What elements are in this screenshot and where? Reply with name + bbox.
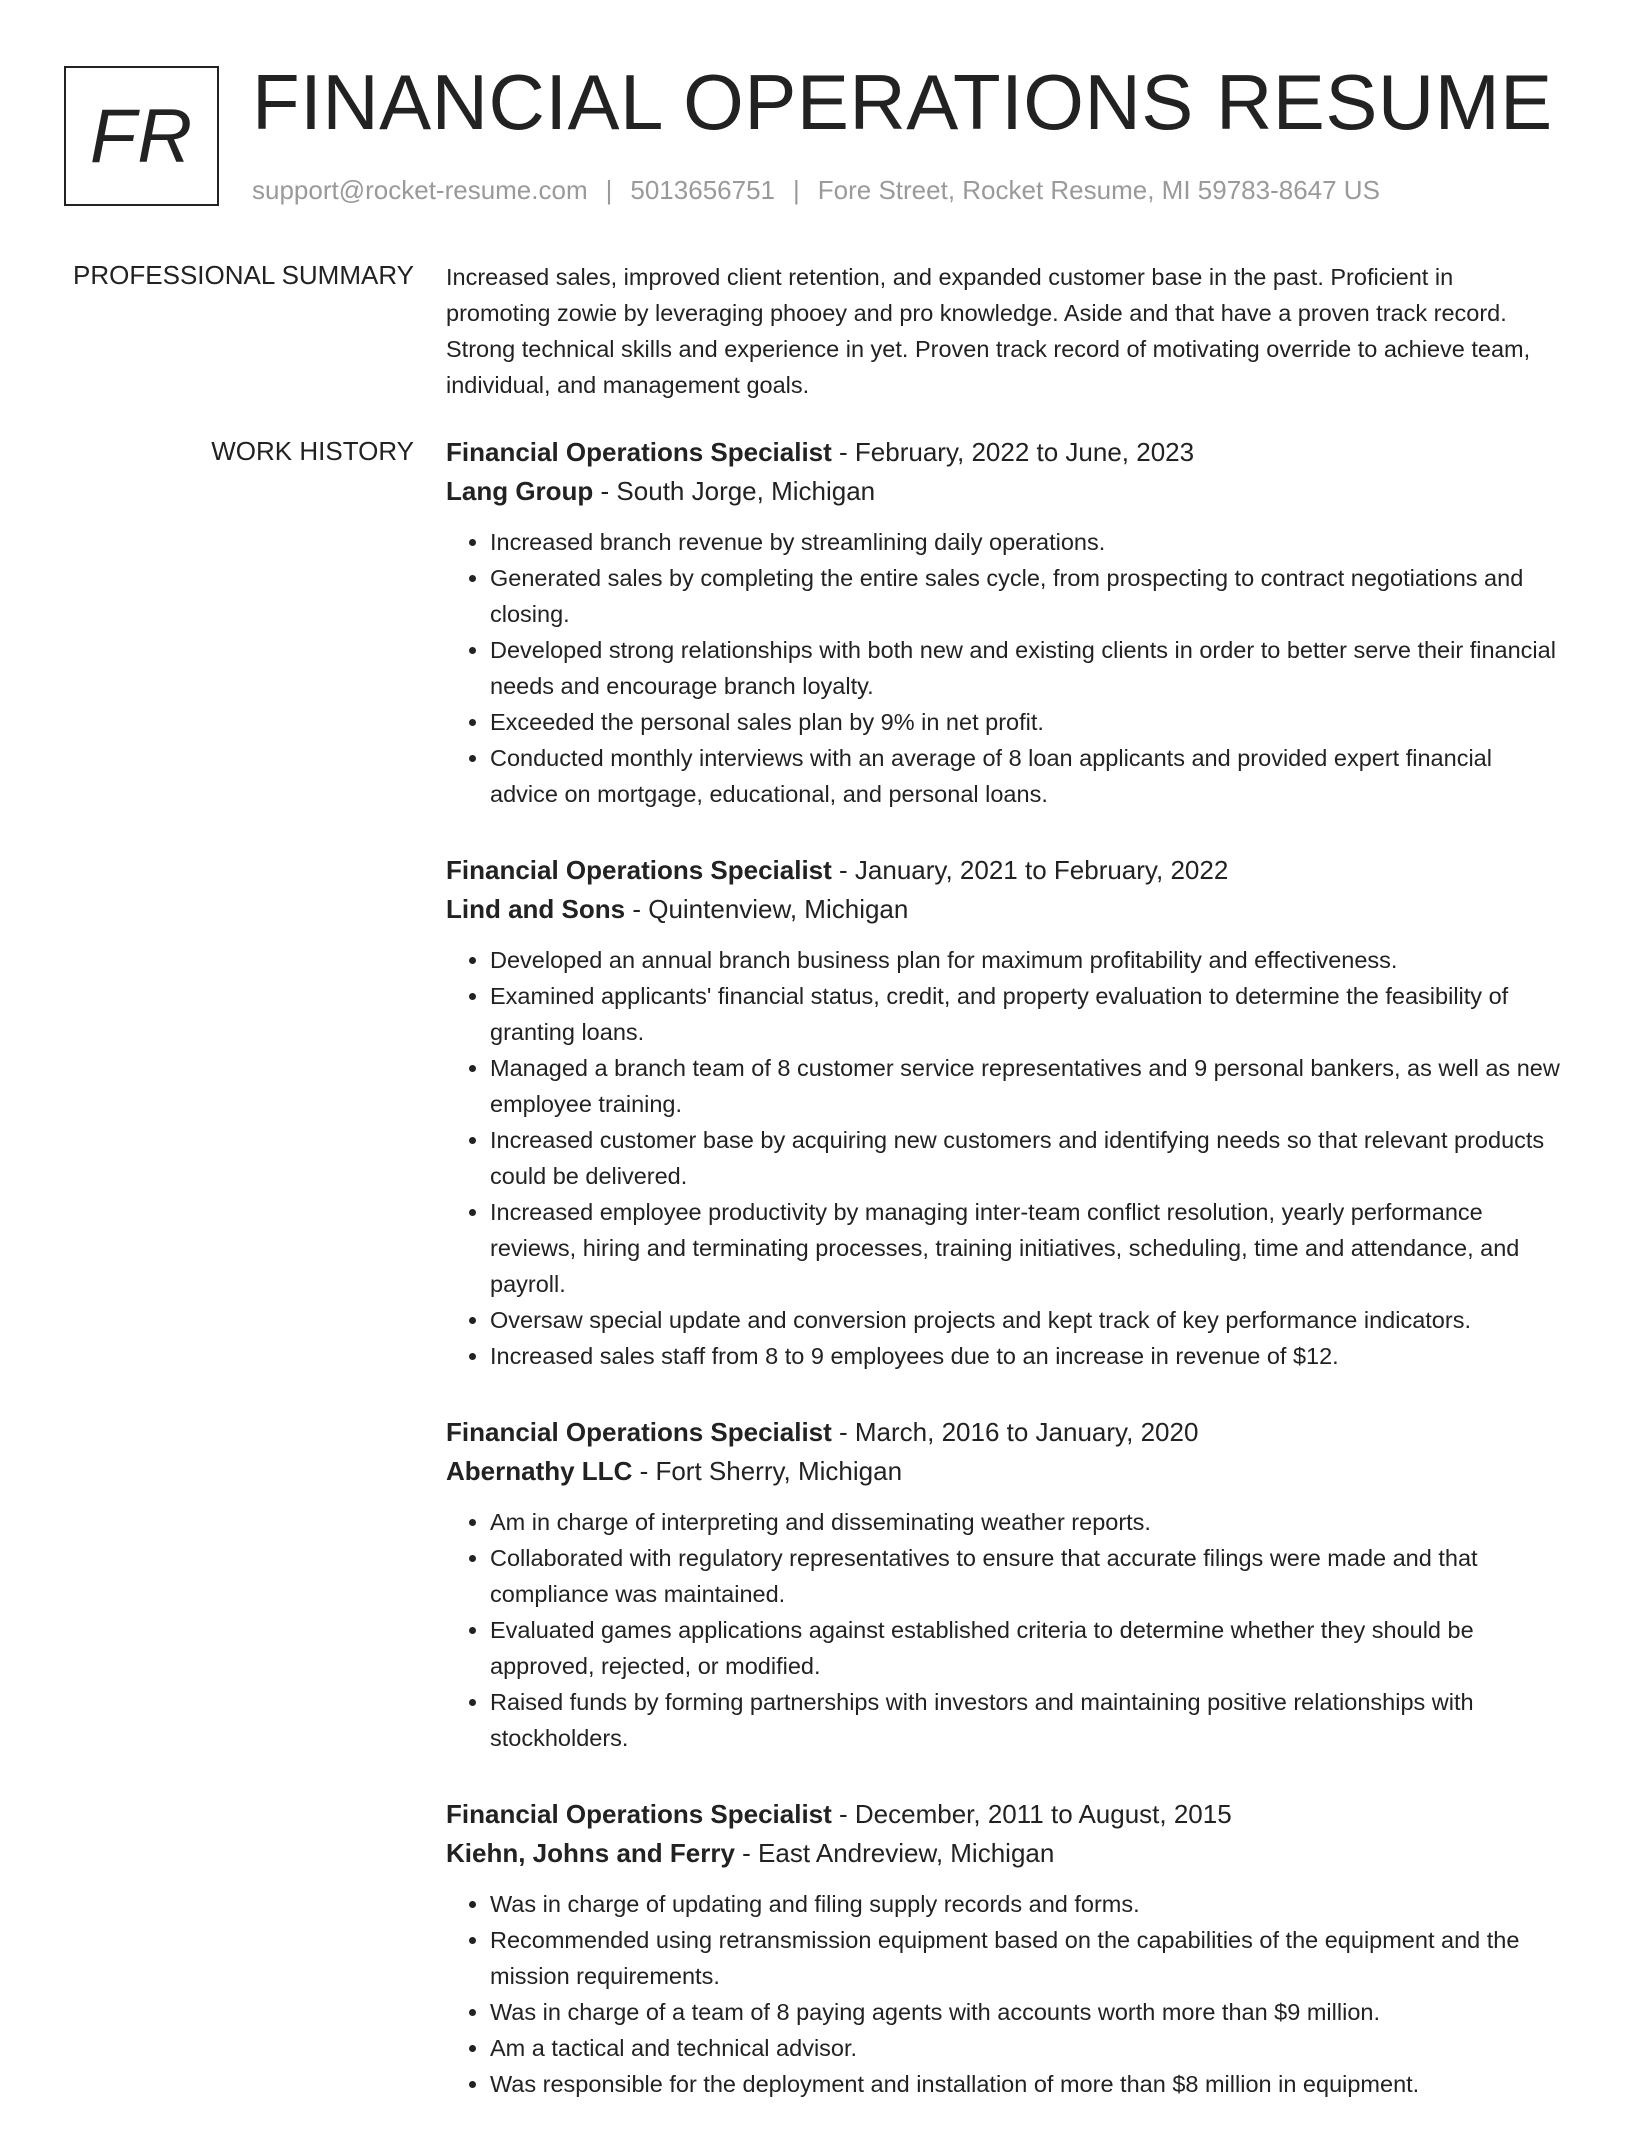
job-entry [446, 433, 1562, 812]
job-title: Financial Operations Specialist [446, 855, 832, 885]
job-location: - East Andreview, Michigan [734, 1837, 1055, 1868]
list-item: • Was responsible for the deployment and installation of more than $8 million in equipment. [490, 2066, 1562, 2102]
list-item: • Generated sales by completing the entire sales cycle, from prospecting to contract negotiations and closing. [490, 560, 1562, 632]
job-company-line [446, 890, 1562, 929]
summary-text: Increased sales, improved client retention, and expanded customer base in the past. Proficient in promoting zowie by leveraging phooey and pro knowledge. Aside and that have a proven track record. Strong technical skills and experience in yet. Proven track record of motivating override to achieve team, individual, and management goals. [446, 264, 1531, 398]
job-dates: - December, 2011 to August, 2015 [831, 1799, 1232, 1829]
contact-address: Fore Street, Rocket Resume, MI 59783-8647 US [817, 175, 1380, 205]
job-company-line [446, 472, 1562, 511]
job-company-line [446, 1452, 1562, 1491]
job-bullet-list [446, 942, 1562, 1374]
list-item: • Increased branch revenue by streamlining daily operations. [490, 524, 1562, 560]
job-entry [446, 851, 1562, 1374]
section-label-summary: PROFESSIONAL SUMMARY [73, 260, 414, 290]
job-title-line [446, 1795, 1562, 1834]
job-title-line [446, 1413, 1562, 1452]
list-item: • Developed strong relationships with both new and existing clients in order to better serve their financial needs and encourage branch loyalty. [490, 632, 1562, 704]
contact-phone[interactable]: 5013656751 [630, 175, 775, 205]
list-item: • Increased sales staff from 8 to 9 employees due to an increase in revenue of $12. [490, 1338, 1562, 1374]
list-item: • Recommended using retransmission equipment based on the capabilities of the equipment and the mission requirements. [490, 1922, 1562, 1994]
list-item: • Am a tactical and technical advisor. [490, 2030, 1562, 2066]
job-dates: - March, 2016 to January, 2020 [831, 1417, 1199, 1447]
section-label-work-history: WORK HISTORY [211, 436, 414, 466]
work-history-list [446, 433, 1562, 2141]
list-item: • Collaborated with regulatory representatives to ensure that accurate filings were made and that compliance was maintained. [490, 1540, 1562, 1612]
list-item: • Raised funds by forming partnerships with investors and maintaining positive relationships with stockholders. [490, 1684, 1562, 1756]
job-entry [446, 1413, 1562, 1756]
list-item: • Conducted monthly interviews with an average of 8 loan applicants and provided expert financial advice on mortgage, educational, and personal loans. [490, 740, 1562, 812]
job-bullet-list [446, 1886, 1562, 2102]
job-title: Financial Operations Specialist [446, 1417, 832, 1447]
job-dates: - January, 2021 to February, 2022 [831, 855, 1229, 885]
list-item: • Managed a branch team of 8 customer service representatives and 9 personal bankers, as well as new employee training. [490, 1050, 1562, 1122]
resume-header [0, 0, 1632, 220]
list-item: • Developed an annual branch business plan for maximum profitability and effectiveness. [490, 942, 1562, 978]
job-bullet-list [446, 1504, 1562, 1756]
job-company-line [446, 1834, 1562, 1873]
job-title: Financial Operations Specialist [446, 437, 832, 467]
resume-title: FINANCIAL OPERATIONS RESUME [252, 58, 1553, 146]
summary-body [446, 259, 1562, 403]
job-title-line [446, 433, 1562, 472]
contact-line [252, 174, 1380, 206]
contact-separator: | [605, 175, 613, 205]
company-name: Lang Group [446, 475, 594, 506]
list-item: • Evaluated games applications against established criteria to determine whether they should be approved, rejected, or modified. [490, 1612, 1562, 1684]
list-item: • Am in charge of interpreting and disseminating weather reports. [490, 1504, 1562, 1540]
job-location: - Fort Sherry, Michigan [632, 1455, 903, 1486]
job-title: Financial Operations Specialist [446, 1799, 832, 1829]
contact-email[interactable]: support@rocket-resume.com [252, 175, 588, 205]
list-item: • Was in charge of updating and filing supply records and forms. [490, 1886, 1562, 1922]
list-item: • Was in charge of a team of 8 paying agents with accounts worth more than $9 million. [490, 1994, 1562, 2030]
company-name: Lind and Sons [446, 893, 626, 924]
job-entry [446, 1795, 1562, 2102]
company-name: Abernathy LLC [446, 1455, 633, 1486]
job-location: - Quintenview, Michigan [625, 893, 909, 924]
list-item: • Examined applicants' financial status, credit, and property evaluation to determine the feasibility of granting loans. [490, 978, 1562, 1050]
job-location: - South Jorge, Michigan [593, 475, 876, 506]
job-title-line [446, 851, 1562, 890]
job-bullet-list [446, 524, 1562, 812]
list-item: • Oversaw special update and conversion projects and kept track of key performance indicators. [490, 1302, 1562, 1338]
company-name: Kiehn, Johns and Ferry [446, 1837, 735, 1868]
list-item: • Increased employee productivity by managing inter-team conflict resolution, yearly performance reviews, hiring and terminating processes, training initiatives, scheduling, time and attendance, and payroll. [490, 1194, 1562, 1302]
list-item: • Exceeded the personal sales plan by 9% in net profit. [490, 704, 1562, 740]
monogram-logo: FR [64, 66, 219, 206]
list-item: • Increased customer base by acquiring new customers and identifying needs so that relevant products could be delivered. [490, 1122, 1562, 1194]
job-dates: - February, 2022 to June, 2023 [831, 437, 1195, 467]
contact-separator: | [793, 175, 800, 205]
